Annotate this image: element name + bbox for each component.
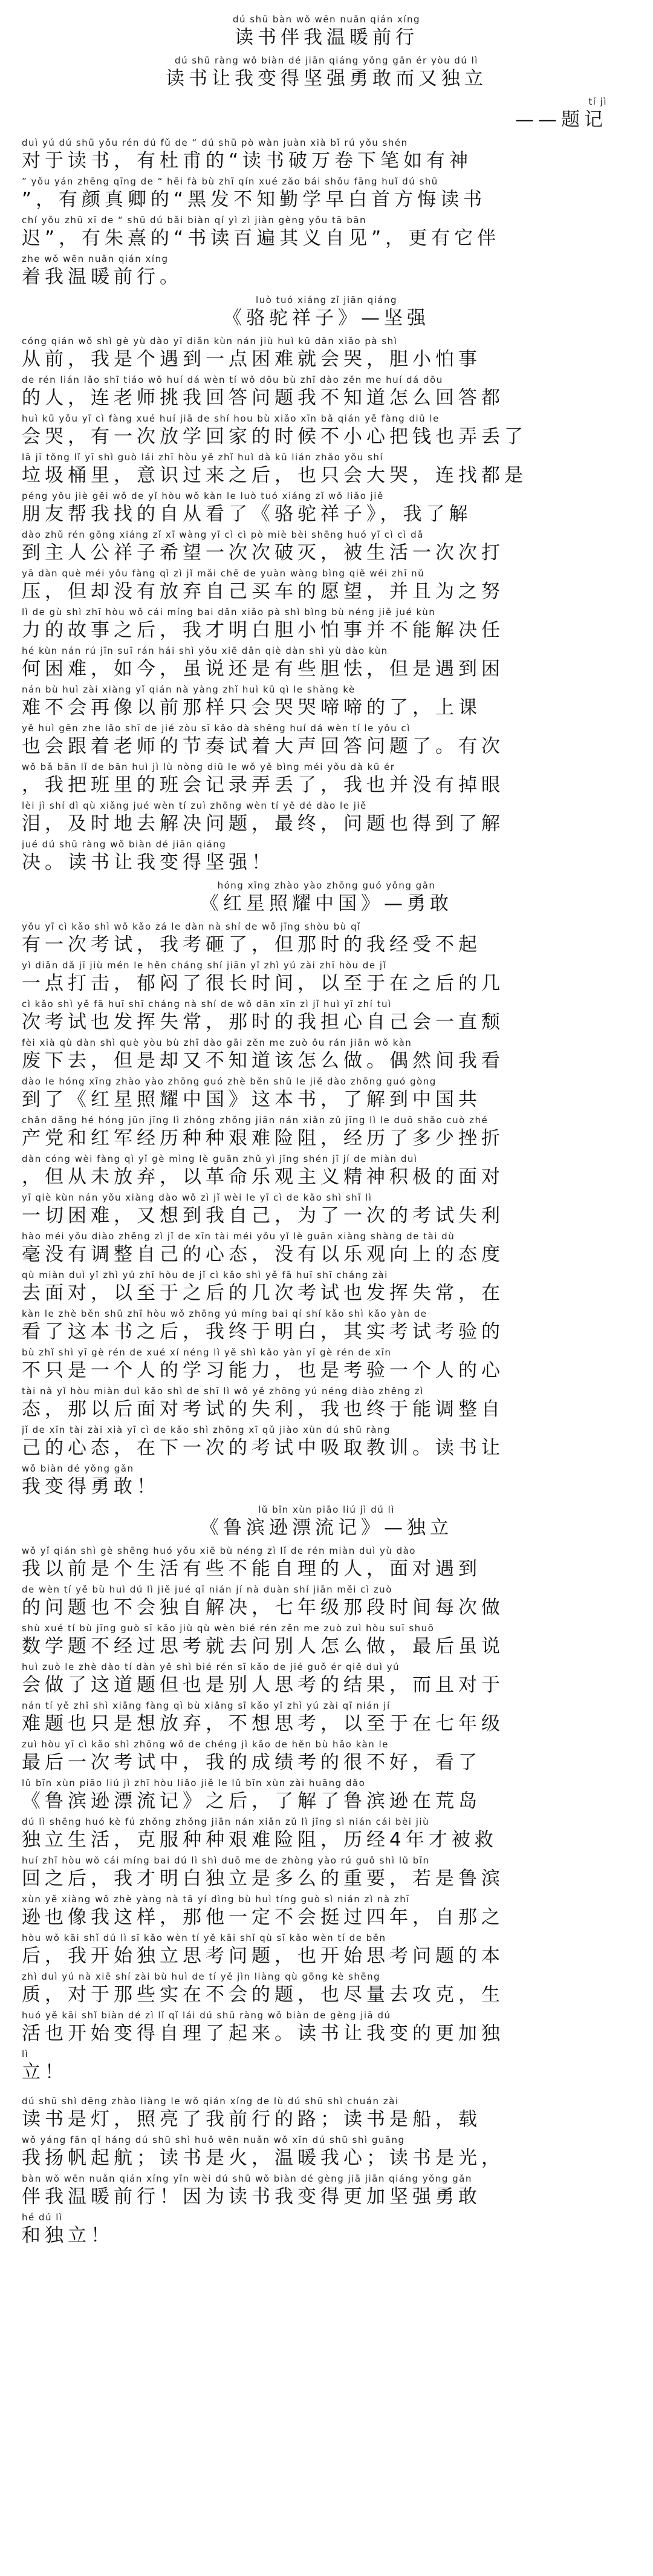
text-line: 后，我开始独立思考问题，也开始思考问题的本 bbox=[22, 1945, 504, 1967]
paragraph-gap bbox=[22, 2089, 631, 2095]
text-line: 活也开始变得自理了起来。读书让我变的更加独 bbox=[22, 2023, 504, 2044]
text-line: 决。读书让我变得坚强！ bbox=[22, 852, 275, 873]
text-line: 有一次考试，我考砸了，但那时的我经受不起 bbox=[22, 934, 481, 956]
pinyin-line: nán bù huì zài xiàng yǐ qián nà yàng zhǐ huì kū qì le shàng kè bbox=[22, 684, 356, 695]
pinyin-line: lǔ bīn xùn piāo liú jì dú lì bbox=[258, 1504, 395, 1515]
pinyin-line: cóng qián wǒ shì gè yù dào yī diǎn kùn nán jiù huì kū dǎn xiǎo pà shì bbox=[22, 336, 398, 347]
pinyin-line: jué dú shū ràng wǒ biàn dé jiān qiáng bbox=[22, 839, 227, 850]
pinyin-line: zhe wǒ wēn nuǎn qián xíng bbox=[22, 253, 169, 264]
text-line: 朋友帮我找的自从看了《骆驼祥子》，我了解 bbox=[22, 503, 472, 525]
essay-subtitle bbox=[22, 54, 631, 91]
text-line: 的人，连老师挑我回答问题我不知道怎么回答都 bbox=[22, 387, 504, 409]
pinyin-line: dú shū shì dēng zhào liàng le wǒ qián xíng de lù dú shū shì chuán zài bbox=[22, 2096, 399, 2107]
pinyin-line: péng yǒu jiè gěi wǒ de yǐ hòu wǒ kàn le luò tuó xiáng zǐ wǒ liǎo jiě bbox=[22, 491, 384, 501]
pinyin-line: nán tí yě zhǐ shì xiǎng fàng qì bù xiǎng sī kǎo yǐ zhì yú zài qī nián jí bbox=[22, 1700, 391, 1711]
epigraph-label bbox=[22, 96, 631, 132]
text-line: 一切困难，又想到我自己，为了一次的考试失利 bbox=[22, 1205, 504, 1227]
text-line: 从前，我是个遇到一点困难就会哭，胆小怕事 bbox=[22, 348, 481, 370]
text-line: 我变得勇敢！ bbox=[22, 1476, 160, 1498]
pinyin-line: wǒ yǐ qián shì gè shēng huó yǒu xiē bù néng zì lǐ de rén miàn duì yù dào bbox=[22, 1545, 416, 1556]
pinyin-line: qù miàn duì yǐ zhì yú zhī hòu de jǐ cì kǎo shì yě fā huī shī cháng zài bbox=[22, 1270, 388, 1280]
text-line: ，我把班里的班会记录弄丢了，我也并没有掉眼 bbox=[22, 774, 504, 796]
section-heading bbox=[22, 294, 631, 330]
text-line: 到主人公祥子希望一次次破灭，被生活一次次打 bbox=[22, 542, 504, 564]
essay-title bbox=[22, 13, 631, 50]
text-line: 到了《红星照耀中国》这本书，了解到中国共 bbox=[22, 1089, 481, 1110]
text-line: 会哭，有一次放学回家的时候不小心把钱也弄丢了 bbox=[22, 426, 527, 448]
pinyin-line: ” yǒu yán zhēng qīng de “ hēi fà bù zhī qín xué zǎo bái shǒu fāng huǐ dú shū bbox=[22, 176, 438, 187]
text-line: 《鲁滨逊漂流记》—独立 bbox=[200, 1517, 453, 1539]
text-line: 《骆驼祥子》—坚强 bbox=[223, 307, 430, 329]
text-line: 我以前是个生活有些不能自理的人，面对遇到 bbox=[22, 1558, 481, 1580]
text-line: 毫没有调整自己的心态，没有以乐观向上的态度 bbox=[22, 1244, 504, 1265]
text-line: 逊也像我这样，那他一定不会挺过四年，自那之 bbox=[22, 1906, 504, 1928]
pinyin-line: fèi xià qù dàn shì què yòu bù zhī dào gāi zěn me zuò ǒu rán jiān wǒ kàn bbox=[22, 1037, 412, 1048]
pinyin-line: luò tuó xiáng zǐ jiān qiáng bbox=[255, 295, 397, 305]
text-line: 的问题也不会独自解决，七年级那段时间每次做 bbox=[22, 1597, 504, 1619]
pinyin-line: lèi jì shí dì qù xiǎng jué wèn tí zuì zhōng wèn tí yě dé dào le jiě bbox=[22, 800, 367, 811]
text-line: 数学题不经过思考就去问别人怎么做，最后虽说 bbox=[22, 1635, 504, 1657]
pinyin-line: huí zhī hòu wǒ cái míng bai dú lì shì duō me de zhòng yào rú guǒ shì lǔ bīn bbox=[22, 1855, 430, 1866]
text-line: 产党和红军经历种种艰难险阻，经历了多少挫折 bbox=[22, 1127, 504, 1149]
pinyin-line: chǎn dǎng hé hóng jūn jīng lì zhǒng zhǒng jiān nán xiǎn zǔ jīng lì le duō shǎo cuò zhé bbox=[22, 1115, 489, 1126]
text-line: 我扬帆起航；读书是火，温暖我心；读书是光， bbox=[22, 2147, 504, 2169]
pinyin-line: lì de gù shì zhī hòu wǒ cái míng bai dǎn xiǎo pà shì bìng bù néng jiě jué kùn bbox=[22, 607, 436, 618]
pinyin-line: dú lì shēng huó kè fú zhǒng zhǒng jiān nán xiǎn zǔ lì jīng sì nián cái bèi jiù bbox=[22, 1816, 430, 1827]
pinyin-line: bàn wǒ wēn nuǎn qián xíng yīn wèi dú shū wǒ biàn dé gèng jiā jiān qiáng yǒng gǎn bbox=[22, 2173, 472, 2184]
pinyin-line: wǒ yáng fān qǐ háng dú shū shì huǒ wēn nuǎn wǒ xīn dú shū shì guāng bbox=[22, 2134, 405, 2145]
pinyin-line: de wèn tí yě bù huì dú lì jiě jué qī nián jí nà duàn shí jiān měi cì zuò bbox=[22, 1584, 392, 1595]
paragraph bbox=[22, 335, 631, 875]
text-line: 难不会再像以前那样只会哭哭啼啼的了，上课 bbox=[22, 697, 481, 719]
pinyin-line: hé kùn nán rú jīn suī rán hái shì yǒu xiē dǎn qiè dàn shì yù dào kùn bbox=[22, 645, 388, 656]
essay-title-pinyin: dú shū bàn wǒ wēn nuǎn qián xíng bbox=[232, 14, 421, 25]
epigraph-label-pinyin: tí jì bbox=[588, 96, 607, 107]
text-line: 也会跟着老师的节奏试着大声回答问题了。有次 bbox=[22, 735, 504, 757]
paragraph bbox=[22, 2095, 631, 2248]
essay-subtitle-pinyin: dú shū ràng wǒ biàn dé jiān qiáng yǒng gǎn ér yòu dú lì bbox=[175, 55, 478, 66]
pinyin-line: huì zuò le zhè dào tí dàn yě shì bié rén sī kǎo de jié guǒ ér qiě duì yú bbox=[22, 1661, 400, 1672]
epigraph-label-text: ——题记 bbox=[515, 109, 607, 131]
text-line: 立！ bbox=[22, 2061, 68, 2083]
pinyin-line: yī qiè kùn nán yǒu xiàng dào wǒ zì jǐ wèi le yī cì de kǎo shì shī lì bbox=[22, 1192, 372, 1203]
pinyin-line: dào zhǔ rén gōng xiáng zǐ xī wàng yī cì cì pò miè bèi shēng huó yī cì cì dǎ bbox=[22, 529, 424, 540]
section-heading bbox=[22, 1504, 631, 1540]
text-line: 质，对于那些实在不会的题，也尽量去攻克，生 bbox=[22, 1984, 504, 2006]
text-line: 废下去，但是却又不知道该怎么做。偶然间我看 bbox=[22, 1050, 504, 1072]
text-line: 《红星照耀中国》—勇敢 bbox=[200, 893, 453, 915]
text-line: 对于读书，有杜甫的“读书破万卷下笔如有神 bbox=[22, 150, 473, 172]
pinyin-line: duì yú dú shū yǒu rén dú fǔ de “ dú shū pò wàn juàn xià bǐ rú yǒu shén bbox=[22, 137, 408, 148]
text-line: 不只是一个人的学习能力，也是考验一个人的心 bbox=[22, 1360, 504, 1381]
paragraph bbox=[22, 1545, 631, 2084]
text-line: 迟”，有朱熹的“书读百遍其义自见”，更有它伴 bbox=[22, 227, 501, 249]
pinyin-line: de rén lián lǎo shī tiáo wǒ huí dá wèn tí wǒ dōu bù zhī dào zěn me huí dá dōu bbox=[22, 374, 443, 385]
pinyin-line: tài nà yǐ hòu miàn duì kǎo shì de shī lì wǒ yě zhōng yú néng diào zhěng zì bbox=[22, 1386, 424, 1397]
text-line: 伴我温暖前行！因为读书我变得更加坚强勇敢 bbox=[22, 2186, 481, 2208]
pinyin-line: cì kǎo shì yě fā huī shī cháng nà shí de wǒ dān xīn zì jǐ huì yī zhí tuì bbox=[22, 999, 392, 1009]
pinyin-line: hóng xīng zhào yào zhōng guó yǒng gǎn bbox=[217, 880, 436, 891]
text-line: 最后一次考试中，我的成绩考的很不好，看了 bbox=[22, 1752, 481, 1773]
pinyin-line: dào le hóng xīng zhào yào zhōng guó zhè běn shū le jiě dào zhōng guó gòng bbox=[22, 1076, 437, 1087]
essay-title-text: 读书伴我温暖前行 bbox=[235, 27, 418, 48]
pinyin-line: zuì hòu yī cì kǎo shì zhōng wǒ de chéng jì kǎo de hěn bù hǎo kàn le bbox=[22, 1739, 389, 1750]
text-line: 己的心态，在下一次的考试中吸取教训。读书让 bbox=[22, 1437, 504, 1459]
pinyin-line: chí yǒu zhū xī de “ shū dú bǎi biàn qí yì zì jiàn gèng yǒu tā bān bbox=[22, 215, 367, 226]
text-line: 态，那以后面对考试的失利，我也终于能调整自 bbox=[22, 1398, 504, 1420]
text-line: 回之后，我才明白独立是多么的重要，若是鲁滨 bbox=[22, 1868, 504, 1890]
pinyin-line: xùn yě xiàng wǒ zhè yàng nà tā yí dìng bù huì tíng guò sì nián zì nà zhī bbox=[22, 1894, 410, 1905]
text-line: 读书是灯，照亮了我前行的路；读书是船，载 bbox=[22, 2108, 481, 2130]
pinyin-line: yā dàn què méi yǒu fàng qì zì jǐ mǎi chē de yuàn wàng bìng qiě wéi zhī nǔ bbox=[22, 568, 425, 579]
text-line: 会做了这道题但也是别人思考的结果，而且对于 bbox=[22, 1674, 504, 1696]
pinyin-line: kàn le zhè běn shū zhī hòu wǒ zhōng yú míng bai qí shí kǎo shì kǎo yàn de bbox=[22, 1308, 427, 1319]
pinyin-line: huì kū yǒu yī cì fàng xué huí jiā de shí hou bù xiǎo xīn bǎ qián yě fàng diū le bbox=[22, 413, 440, 424]
text-line: 一点打击，郁闷了很长时间，以至于在之后的几 bbox=[22, 973, 504, 994]
pinyin-line: wǒ bǎ bān lǐ de bān huì jì lù nòng diū le wǒ yě bìng méi yǒu dà kū ér bbox=[22, 761, 395, 772]
essay-body bbox=[22, 137, 631, 2248]
pinyin-line: zhì duì yú nà xiē shí zài bù huì de tí yě jìn liàng qù gōng kè shēng bbox=[22, 1971, 381, 1982]
paragraph bbox=[22, 137, 631, 289]
pinyin-line: bù zhǐ shì yī gè rén de xué xí néng lì yě shì kǎo yàn yī gè rén de xīn bbox=[22, 1347, 392, 1358]
pinyin-line: lā jī tǒng lǐ yī shì guò lái zhī hòu yě zhǐ huì dà kū lián zhǎo yǒu shí bbox=[22, 452, 384, 463]
pinyin-line: dàn cóng wèi fàng qì yǐ gè mìng lè guān zhǔ yì jīng shén jī jí de miàn duì bbox=[22, 1153, 418, 1164]
essay-subtitle-text: 读书让我变得坚强勇敢而又独立 bbox=[166, 68, 487, 90]
text-line: 着我温暖前行。 bbox=[22, 266, 183, 288]
text-line: 力的故事之后，我才明白胆小怕事并不能解决任 bbox=[22, 619, 504, 641]
text-line: ，但从未放弃，以革命乐观主义精神积极的面对 bbox=[22, 1166, 504, 1188]
pinyin-line: shù xué tí bù jīng guò sī kǎo jiù qù wèn bié rén zěn me zuò zuì hòu suī shuō bbox=[22, 1623, 435, 1634]
pinyin-line: lǔ bīn xùn piāo liú jì zhī hòu liǎo jiě le lǔ bīn xùn zài huāng dǎo bbox=[22, 1778, 366, 1789]
pinyin-line: hòu wǒ kāi shǐ dú lì sī kǎo wèn tí yě kāi shǐ qù sī kǎo wèn tí de běn bbox=[22, 1932, 386, 1943]
text-line: 次考试也发挥失常，那时的我担心自己会一直颓 bbox=[22, 1011, 504, 1033]
text-line: 垃圾桶里，意识过来之后，也只会大哭，连找都是 bbox=[22, 465, 527, 486]
text-line: 泪，及时地去解决问题，最终，问题也得到了解 bbox=[22, 813, 504, 835]
pinyin-line: lì bbox=[22, 2049, 29, 2059]
pinyin-line: huó yě kāi shǐ biàn dé zì lǐ qǐ lái dú shū ràng wǒ biàn de gèng jiā dú bbox=[22, 2010, 391, 2021]
pinyin-line: yě huì gēn zhe lǎo shī de jié zòu sī kǎo dà shēng huí dá wèn tí le yǒu cì bbox=[22, 723, 411, 734]
text-line: 去面对，以至于之后的几次考试也发挥失常，在 bbox=[22, 1282, 504, 1304]
paragraph bbox=[22, 921, 631, 1499]
text-line: 难题也只是想放弃，不想思考，以至于在七年级 bbox=[22, 1713, 504, 1735]
pinyin-line: jǐ de xīn tài zài xià yī cì de kǎo shì zhōng xī qǔ jiào xùn dú shū ràng bbox=[22, 1424, 391, 1435]
pinyin-line: yǒu yī cì kǎo shì wǒ kǎo zá le dàn nà shí de wǒ jīng shòu bù qǐ bbox=[22, 921, 361, 932]
text-line: 何困难，如今，虽说还是有些胆怯，但是遇到困 bbox=[22, 658, 504, 680]
text-line: 和独立！ bbox=[22, 2225, 114, 2246]
text-line: 独立生活，克服种种艰难险阻，历经4年才被救 bbox=[22, 1829, 498, 1851]
text-line: 看了这本书之后，我终于明白，其实考试考验的 bbox=[22, 1321, 504, 1343]
pinyin-line: hé dú lì bbox=[22, 2212, 63, 2223]
section-heading bbox=[22, 879, 631, 916]
pinyin-line: hào méi yǒu diào zhěng zì jǐ de xīn tài méi yǒu yǐ lè guān xiàng shàng de tài dù bbox=[22, 1231, 455, 1242]
text-line: 压，但却没有放弃自己买车的愿望，并且为之努 bbox=[22, 581, 504, 602]
pinyin-line: yì diǎn dǎ jī jiù mén le hěn cháng shí jiān yǐ zhì yú zài zhī hòu de jǐ bbox=[22, 960, 387, 971]
pinyin-line: wǒ biàn dé yǒng gǎn bbox=[22, 1463, 134, 1474]
text-line: ”，有颜真卿的“黑发不知勤学早白首方悔读书 bbox=[22, 189, 487, 210]
text-line: 《鲁滨逊漂流记》之后，了解了鲁滨逊在荒岛 bbox=[22, 1790, 481, 1812]
